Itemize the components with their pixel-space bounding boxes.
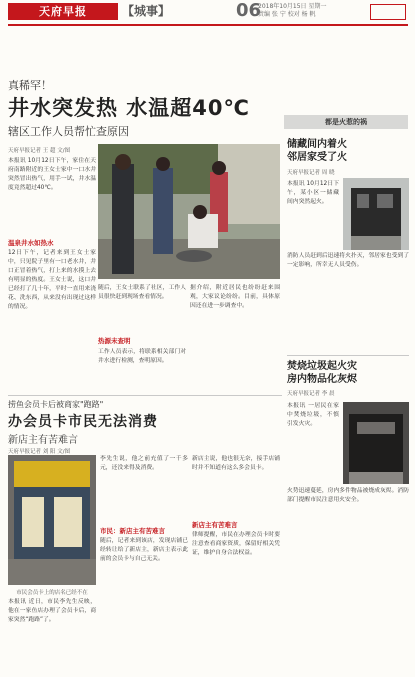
main-headline: 井水突发热 水温超40℃: [8, 96, 250, 120]
sidebar-story-2-text-b: [287, 487, 409, 671]
main-column-2b-text: 工作人员表示，将联系相关部门对井水进行检测，查明原因。: [98, 349, 186, 364]
main-column-3: [190, 284, 280, 390]
main-column-1-text: 本报讯 10月12日下午，家住在天府南路附近的王女士家中一口水井突然冒出热气，用手一试，井水温度竟然超过40℃。: [8, 158, 96, 191]
main-photo: [98, 144, 280, 279]
section-divider: [8, 395, 282, 396]
second-subtitle-2: 新店主有苦难言: [192, 521, 238, 529]
sidebar-story-2-line1: 焚烧垃圾起火灾: [287, 361, 357, 372]
main-column-1: [8, 157, 96, 235]
sidebar-story-2-text-a-content: 本报讯 一居民在家中焚烧垃圾，不慎引发火灾。: [287, 403, 339, 427]
main-subtitle-1: 温泉井水如热水: [8, 239, 54, 247]
main-subhead: 辖区工作人员帮忙查原因: [8, 125, 129, 138]
sidebar-divider: [287, 355, 409, 356]
main-photo-illustration: [98, 144, 280, 279]
second-column-1-text: 本报讯 近日，市民李先生反映，他在一家鱼店办理了会员卡后，商家突然“跑路”了。: [8, 599, 96, 623]
main-kicker: 真稀罕！: [8, 79, 52, 92]
second-subhead: 新店主有苦难言: [8, 435, 78, 446]
date-text: 2018年10月15日 星期一: [258, 3, 327, 10]
sidebar-story-2-byline: 天府早报记者 李 晨: [287, 391, 335, 397]
main-column-3-text: 据介绍，附近居民也纷纷赶来围观，大家议论纷纷。目前，具体原因还在进一步调查中。: [190, 285, 280, 309]
sidebar-story-1-text-a: [287, 180, 339, 250]
section-name: 【城事】: [122, 4, 171, 18]
second-byline: 天府早报记者 刘 阳 文/图: [8, 449, 71, 455]
sidebar-story-2-text-b-content: 火势迅速蔓延，房内多件物品被烧成灰烬。消防部门提醒市民注意用火安全。: [287, 488, 409, 503]
sidebar-title: 都是火惹的祸: [284, 115, 408, 129]
second-column-1: [8, 598, 96, 671]
sidebar-story-1-text-b-content: 消防人员赶到后迅速将火扑灭，邻居家也受到了一定影响，所幸无人员受伤。: [287, 253, 409, 268]
main-column-2: [98, 284, 186, 334]
second-column-2b-text: 随后，记者来到该店，发现店铺已经转让给了新店主，新店主表示此前的会员卡与自己无关。: [100, 538, 188, 562]
newspaper-logo: 天府早报: [8, 3, 118, 20]
sidebar-story-1-text-a-content: 本报讯 10月12日下午，某小区一储藏间内突然起火。: [287, 181, 339, 205]
sidebar-story-2-line2: 房内物品化灰烬: [287, 374, 357, 385]
sidebar-photo-2-illustration: [343, 402, 409, 484]
sidebar-story-1-headline: [287, 138, 407, 164]
second-subtitle-1: 市民：新店主有苦难言: [100, 527, 165, 535]
editor-text: 责编 张 宁 校对 杨 帆: [258, 11, 316, 18]
dateline: [258, 3, 338, 19]
sidebar-photo-2: [343, 402, 409, 484]
top-rule: [8, 24, 408, 26]
sidebar-story-2-headline: [287, 360, 407, 386]
sidebar-story-1-text-b: [287, 252, 409, 352]
page-number: 06: [236, 0, 262, 21]
second-column-2b: [100, 537, 188, 671]
sidebar-story-1-byline: 天府早报记者 周 晓: [287, 170, 335, 176]
main-byline: 天府早报记者 王 超 文/图: [8, 148, 71, 154]
main-column-2-text: 随后，王女士联系了社区，工作人员很快赶到现场查看情况。: [98, 285, 186, 300]
second-photo: [8, 455, 96, 585]
badge-logo: [370, 4, 406, 20]
second-column-3b-text: 律师提醒，市民在办理会员卡时要注意查看商家资质，保留好相关凭证，维护自身合法权益。: [192, 532, 280, 556]
second-column-3b: [192, 531, 280, 671]
second-column-2a: [100, 455, 188, 523]
second-caption: 市民会员卡上的店名已经不在: [16, 590, 88, 596]
sidebar-story-2-text-a: [287, 402, 339, 484]
second-column-3a-text: 新店主说，他也很无奈，接手店铺时并不知道有这么多会员卡。: [192, 456, 280, 471]
main-column-1b: [8, 249, 96, 391]
second-column-2a-text: 李先生说，他之前充值了一千多元，还没来得及消费。: [100, 456, 188, 471]
main-column-2b: [98, 348, 186, 390]
main-subtitle-2: 热源未查明: [98, 337, 131, 345]
second-photo-illustration: [8, 455, 96, 585]
second-kicker: 捞鱼会员卡后被商家"跑路": [8, 400, 104, 409]
second-headline: 办会员卡市民无法消费: [8, 414, 158, 430]
main-column-1b-text: 12日下午，记者来到王女士家中，只见院子里有一口老水井，井口正冒着热气，打上来的水摸上去有明显的热度。王女士说，这口井已经打了几十年，平时一直用来浇花、洗东西，从来没有出现过这样的情况。: [8, 250, 96, 310]
sidebar-story-1-line2: 邻居家受了火: [287, 152, 347, 163]
masthead: [0, 0, 415, 26]
second-column-3a: [192, 455, 280, 517]
sidebar-photo-1-illustration: [343, 178, 409, 250]
sidebar-story-1-line1: 储藏间内着火: [287, 139, 347, 150]
sidebar-photo-1: [343, 178, 409, 250]
